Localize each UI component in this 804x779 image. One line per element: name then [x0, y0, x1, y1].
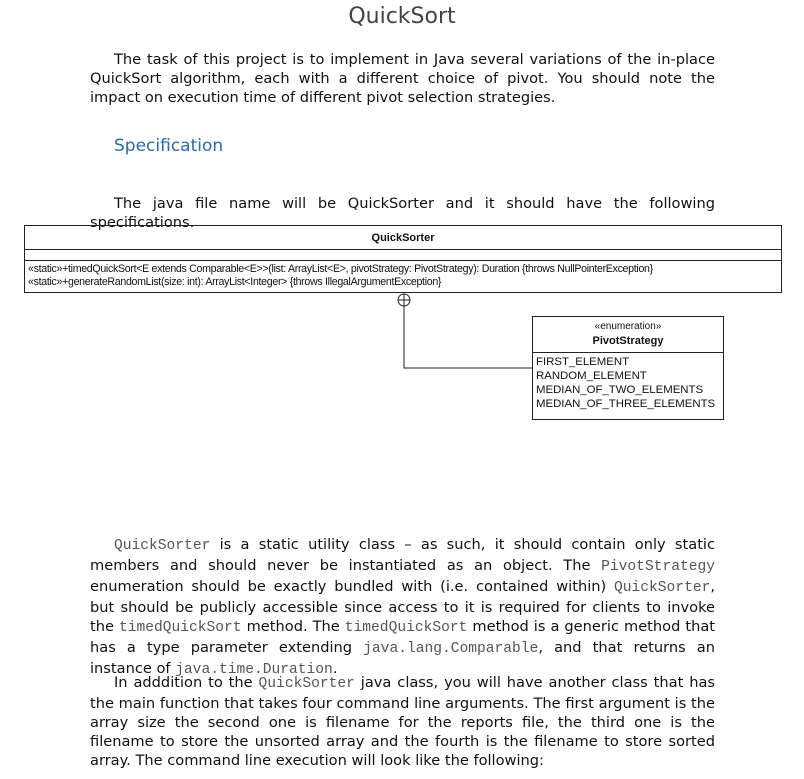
uml-enum-value: MEDIAN_OF_TWO_ELEMENTS [536, 384, 704, 396]
body-text: , but should be publicly accessible since access to it is required for clients to invoke the [90, 578, 715, 635]
code-text: timedQuickSort [118, 620, 242, 636]
description-paragraph [90, 535, 715, 680]
body-text: In adddition to the [114, 674, 259, 691]
section-heading: Specification [114, 136, 224, 156]
body-text: java class, you will have another class that has the main function that takes four command line arguments. The first argument is the array size the second one is filename for the reports file, the third one is the filename to store the unsorted array and the fourth is the filename to store sorted array. The command line execution will look like the following: [90, 674, 715, 769]
spec-text: The java file name will be QuickSorter and it should have the following specifications. [90, 195, 715, 231]
code-text: PivotStrategy [601, 559, 715, 575]
body-text: . [332, 660, 338, 677]
uml-operation: «static»+timedQuickSort<E extends Comparable<E>>(list: ArrayList<E>, pivotStrategy: PivotStrategy): Duration {throws NullPointerException} [28, 263, 653, 275]
uml-enum-name: PivotStrategy [592, 335, 664, 347]
code-text: QuickSorter [114, 538, 211, 554]
uml-enum-stereotype: «enumeration» [594, 321, 662, 332]
code-text: java.lang.Comparable [363, 641, 539, 657]
uml-enum-value: RANDOM_ELEMENT [536, 370, 647, 382]
uml-operation: «static»+generateRandomList(size: int): ArrayList<Integer> {throws IllegalArgumentException} [28, 276, 442, 288]
code-text: QuickSorter [258, 676, 355, 692]
code-text: java.time.Duration [175, 662, 333, 678]
uml-enum-value: FIRST_ELEMENT [536, 356, 630, 368]
uml-enum-header [533, 317, 723, 353]
document-title: QuickSort [348, 4, 456, 29]
body-text: enumeration should be exactly bundled with (i.e. contained within) [90, 578, 615, 595]
body-text: method is a generic method that has a type parameter extending [90, 618, 715, 656]
body-text: method. The [241, 618, 345, 635]
uml-enum-values [533, 353, 723, 413]
main-class-paragraph [90, 673, 715, 770]
code-text: timedQuickSort [344, 620, 468, 636]
code-text: QuickSorter [614, 580, 711, 596]
intro-text: The task of this project is to implement in Java several variations of the in-place QuickSort algorithm, each with a different choice of pivot. You should note the impact on execution time of different pivot selection strategies. [90, 51, 715, 106]
uml-enum-box [532, 316, 724, 420]
uml-class-name: QuickSorter [25, 226, 781, 250]
body-text: , and that returns an instance of [90, 639, 715, 677]
uml-enum-value: MEDIAN_OF_THREE_ELEMENTS [536, 398, 716, 410]
body-text: is a static utility class – as such, it should contain only static members and should never be instantiated as an object. The [90, 536, 715, 574]
